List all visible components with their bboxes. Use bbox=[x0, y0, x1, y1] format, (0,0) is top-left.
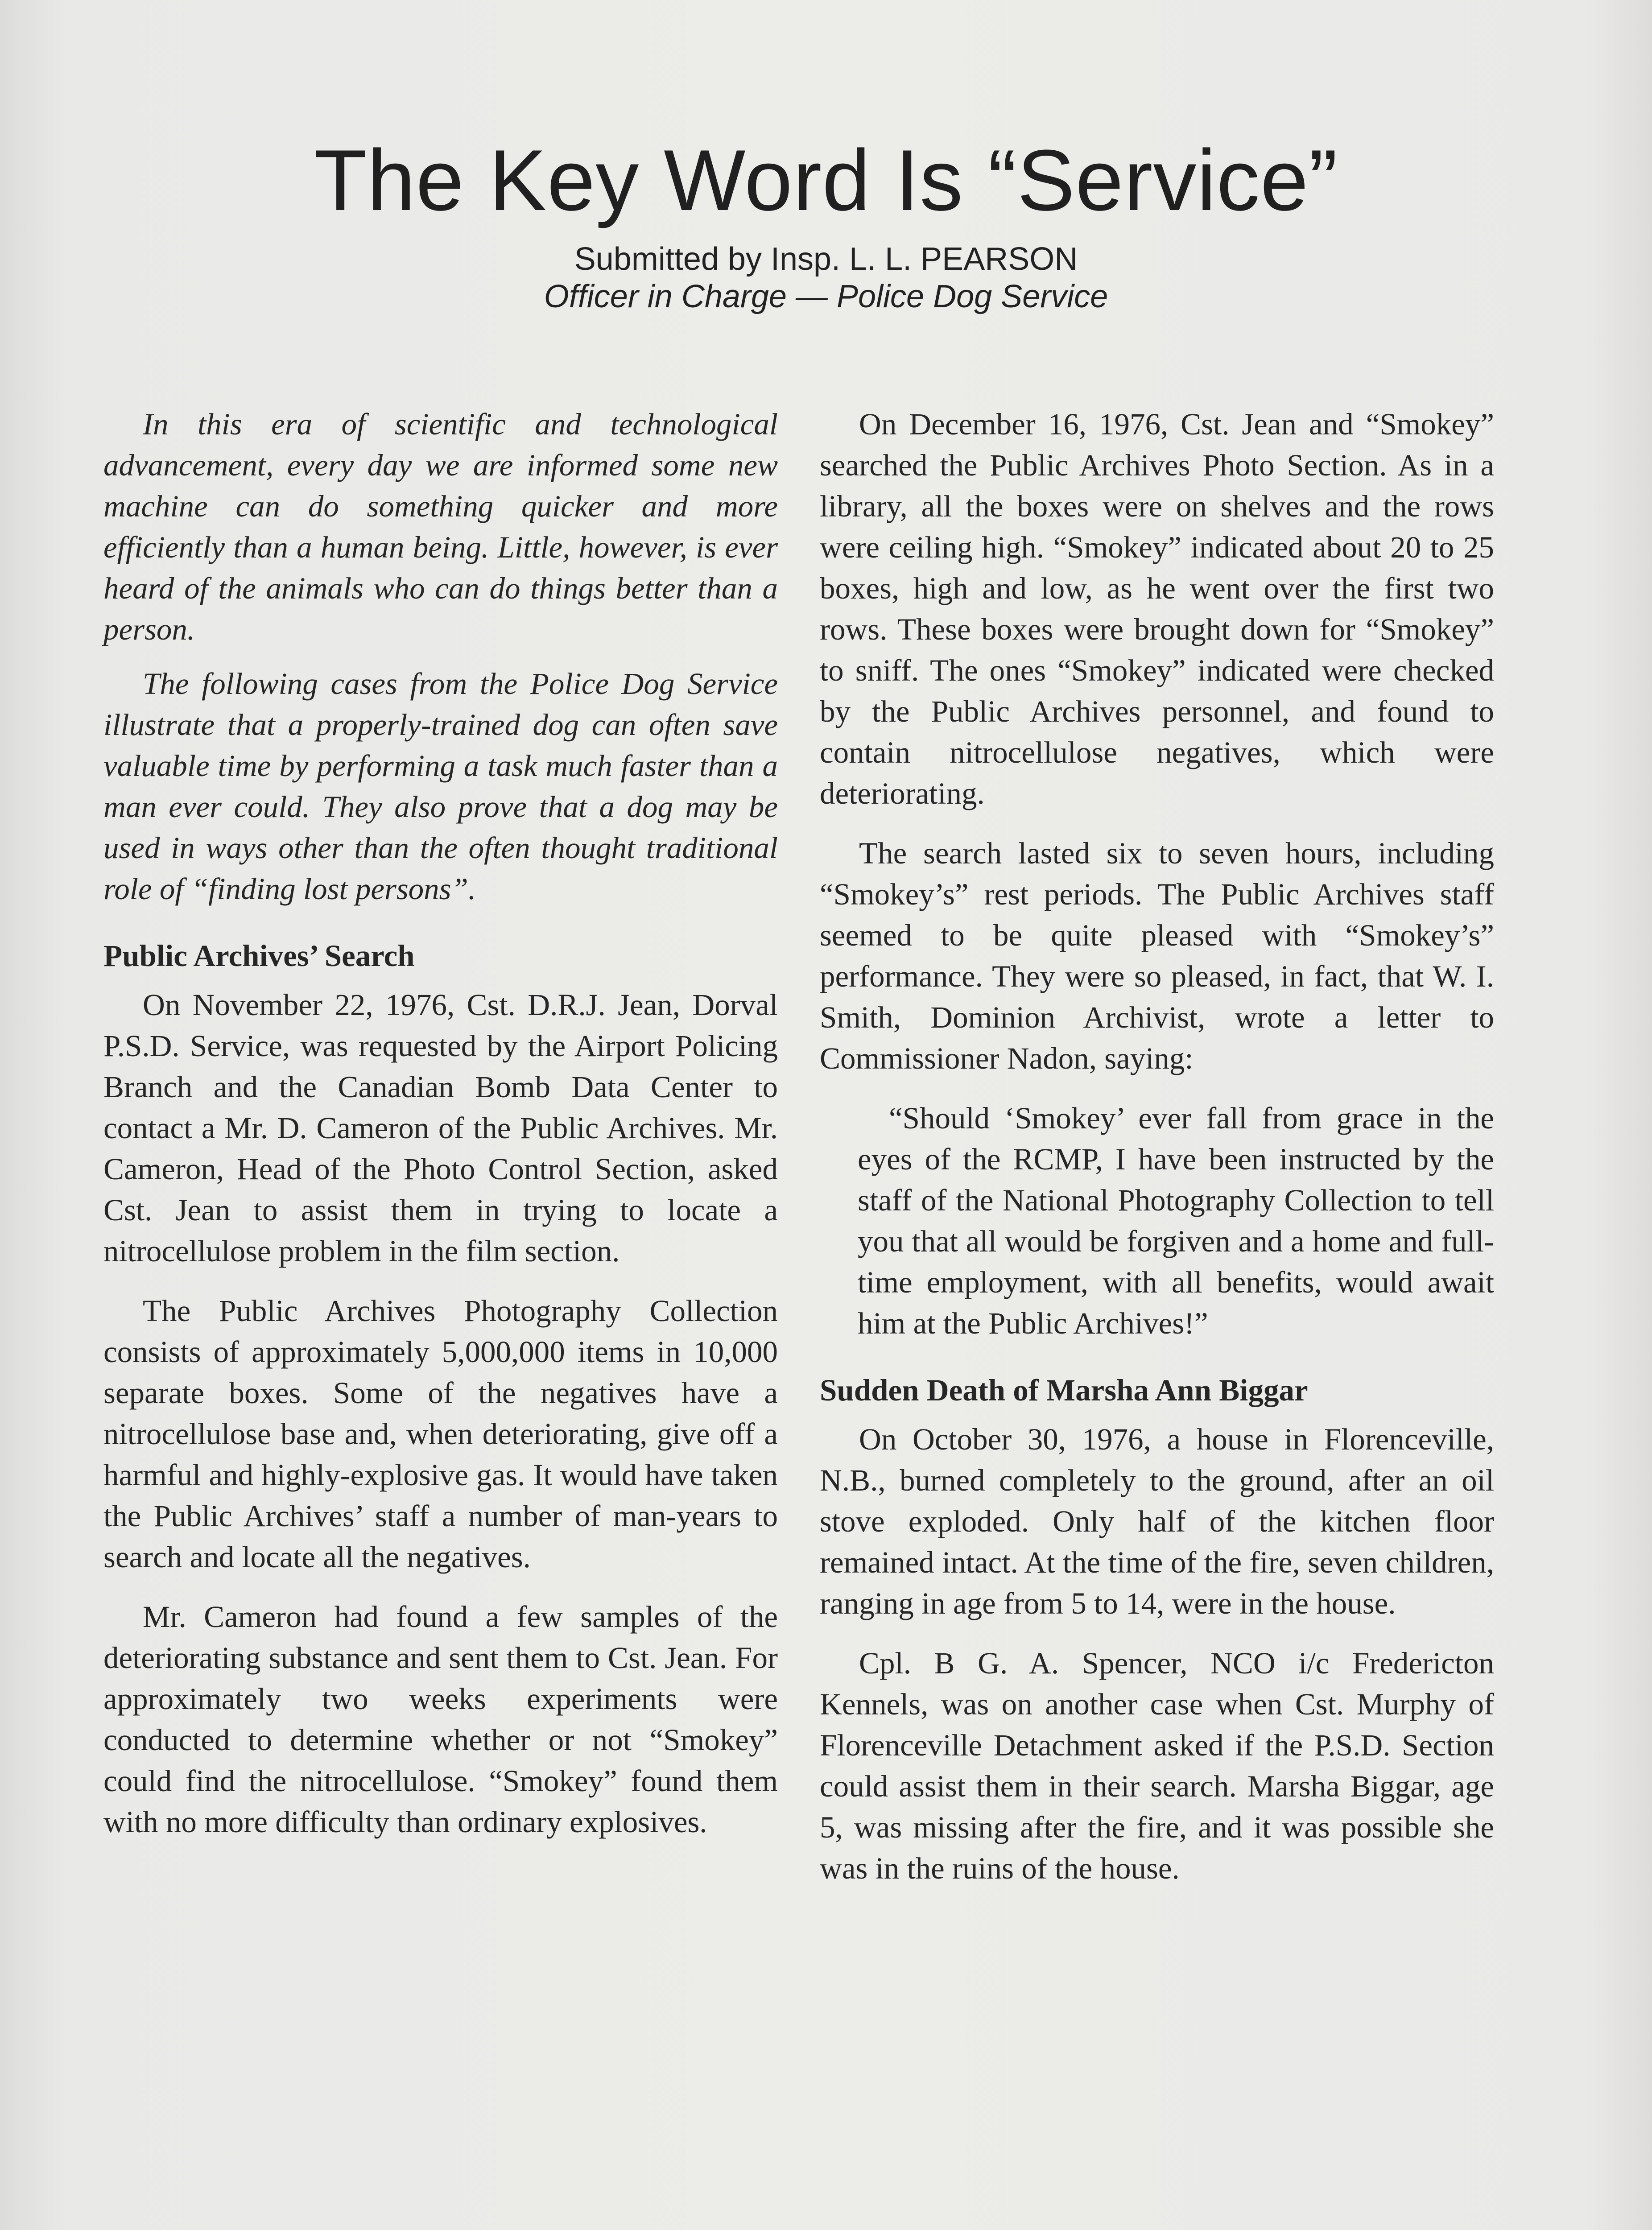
section-heading-sudden-death: Sudden Death of Marsha Ann Biggar bbox=[820, 1373, 1308, 1407]
intro-paragraph: In this era of scientific and technological advancement, every day we are informed some new machine can do something quicker and more efficiently than a human being. Little, however, is ever heard of the animals who can do things better than a person. bbox=[103, 407, 778, 646]
body-paragraph: Mr. Cameron had found a few samples of the deteriorating substance and sent them to Cst. Jean. For approximately two weeks experiments were conducted to determine whether or not “Smokey” could find the nitrocellulose. “Smokey” found them with no more difficulty than ordinary explosives. bbox=[103, 1600, 778, 1839]
body-paragraph: Cpl. B G. A. Spencer, NCO i/c Fredericton Kennels, was on another case when Cst. Murphy of Florenceville Detachment asked if the P.S.D. Section could assist them in their search. Marsha Biggar, age 5, was missing after the fire, and it was possible she was in the ruins of the house. bbox=[820, 1646, 1494, 1885]
right-column bbox=[820, 404, 1494, 1908]
section-heading-public-archives: Public Archives’ Search bbox=[103, 939, 415, 973]
body-paragraph: The search lasted six to seven hours, including “Smokey’s” rest periods. The Public Archives staff seemed to be quite pleased with “Smokey’s” performance. They were so pleased, in fact, that W. I. Smith, Dominion Archivist, wrote a letter to Commissioner Nadon, saying: bbox=[820, 836, 1494, 1075]
block-quote: “Should ‘Smokey’ ever fall from grace in the eyes of the RCMP, I have been instructed by the staff of the National Photography Collection to tell you that all would be forgiven and a home and full-time employment, with all benefits, would await him at the Public Archives!” bbox=[858, 1101, 1494, 1340]
body-paragraph: The Public Archives Photography Collection consists of approximately 5,000,000 items in 10,000 separate boxes. Some of the negatives have a nitrocellulose base and, when deteriorating, give off a harmful and highly-explosive gas. It would have taken the Public Archives’ staff a number of man-years to search and locate all the negatives. bbox=[103, 1294, 778, 1574]
body-paragraph: On November 22, 1976, Cst. D.R.J. Jean, Dorval P.S.D. Service, was requested by the Airport Policing Branch and the Canadian Bomb Data Center to contact a Mr. D. Cameron of the Public Archives. Mr. Cameron, Head of the Photo Control Section, asked Cst. Jean to assist them in trying to locate a nitrocellulose problem in the film section. bbox=[103, 988, 778, 1268]
intro-paragraph: The following cases from the Police Dog Service illustrate that a properly-trained dog can often save valuable time by performing a task much faster than a man ever could. They also prove that a dog may be used in ways other than the often thought traditional role of “finding lost persons”. bbox=[103, 667, 778, 906]
article-title: The Key Word Is “Service” bbox=[314, 132, 1338, 229]
byline-role: Officer in Charge — Police Dog Service bbox=[544, 279, 1108, 314]
left-column bbox=[103, 404, 778, 1861]
byline: Submitted by Insp. L. L. PEARSON bbox=[574, 241, 1078, 277]
body-paragraph: On December 16, 1976, Cst. Jean and “Smokey” searched the Public Archives Photo Section. As in a library, all the boxes were on shelves and the rows were ceiling high. “Smokey” indicated about 20 to 25 boxes, high and low, as he went over the first two rows. These boxes were brought down for “Smokey” to sniff. The ones “Smokey” indicated were checked by the Public Archives personnel, and found to contain nitrocellulose negatives, which were deteriorating. bbox=[820, 407, 1494, 810]
body-paragraph: On October 30, 1976, a house in Florenceville, N.B., burned completely to the ground, after an oil stove exploded. Only half of the kitchen floor remained intact. At the time of the fire, seven children, ranging in age from 5 to 14, were in the house. bbox=[820, 1422, 1494, 1620]
